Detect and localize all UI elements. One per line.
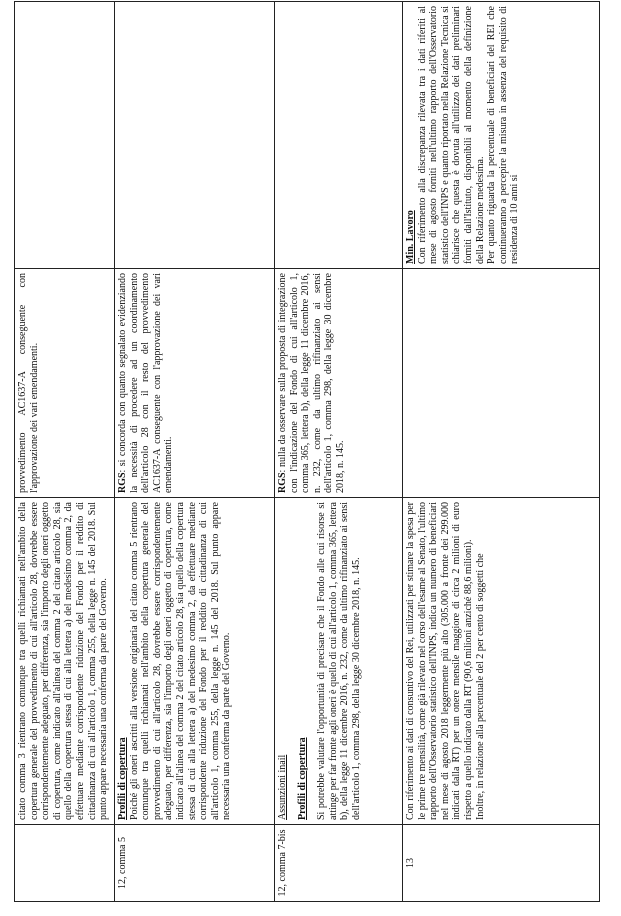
rgs-label: RGS (117, 472, 128, 493)
table-row (275, 2, 403, 902)
observation-text: Poiché gli oneri ascritti alla versione originaria del citato comma 5 rientrano comunque tra quelli richiamati nell'ambito della copertura generale del provvedimento di cui all'articolo 28, dovrebbe essere corrispondentemente adeguato, per differenza, sia l'importo degli oneri oggetto di copertura, come indicato all'alinea del comma 2 del citato articolo 28, sia quello della copertura stessa di cui alla lettera a) del medesimo comma 2, da effettuare mediante corrispondente riduzione del Fondo per il reddito di cittadinanza di cui all'articolo 1, comma 255, della legge n. 145 del 2018. Sul punto appare necessaria una conferma da parte del Governo. (128, 502, 233, 820)
section-intro: Assunzioni inail (277, 754, 288, 820)
ministry-cell (275, 2, 403, 269)
observation-cell (403, 498, 600, 825)
table-row (115, 2, 275, 902)
response-cell (15, 269, 115, 498)
article-cell: 12, comma 7-bis (275, 825, 403, 902)
ministry-text: Con riferimento alla discrepanza rilevata tra i dati riferiti al mese di agosto forniti nell'ultimo rapporto dell'Osservatorio statistico dell'INPS e quanto riportato nella Relazione Tecnica si chiarisce che questa è dovuta all'utilizzo dei dati preliminari forniti dall'Istituto, disponibili al momento della definizione della Relazione medesima. (416, 6, 486, 264)
rgs-label: RGS (277, 472, 288, 493)
response-text: provvedimento AC1637-A conseguente con l'approvazione dei vari emendamenti. (17, 273, 40, 493)
article-cell (15, 825, 115, 902)
comparison-table (14, 1, 600, 902)
ministry-text: Per quanto riguarda la percentuale di beneficiari del REI che continueranno a percepire la misura in assenza del requisito di residenza di 10 anni si (486, 6, 521, 264)
response-cell (275, 269, 403, 498)
observation-cell (15, 498, 115, 825)
response-cell (115, 269, 275, 498)
response-text (117, 273, 175, 493)
article-cell: 12, comma 5 (115, 825, 275, 902)
observation-cell (275, 498, 403, 825)
ministry-cell (15, 2, 115, 269)
response-cell (403, 269, 600, 498)
observation-text: Si potrebbe valutare l'opportunità di precisare che il Fondo alle cui risorse si attinge per far fronte agli oneri è quello di cui all'articolo 1, comma 365, lettera b), della legge 11 dicembre 2016, n. 232, come da ultimo rifinanziato ai sensi dell'articolo 1, comma 298, della legge 30 dicembre 2018, n. 145. (316, 502, 362, 820)
observation-text: citato comma 3 rientrano comunque tra quelli richiamati nell'ambito della copertura generale del provvedimento di cui all'articolo 28, dovrebbe essere corrispondentemente adeguato, per differenza, sia l'importo degli oneri oggetto di copertura, come indicato all'alinea del comma 2 del citato articolo 28, sia quello della copertura stessa di cui alla lettera a) del medesimo comma 2, da effettuare mediante corrispondente riduzione del Fondo per il reddito di cittadinanza di cui all'articolo 1, comma 255, della legge n. 145 del 2018. Sul punto appare necessaria una conferma da parte del Governo. (17, 502, 110, 820)
observation-text: Con riferimento ai dati di consuntivo del Rei, utilizzati per stimare la spesa per le prime tre mensilità, come già rilevato nel corso dell'esame al Senato, l'ultimo rapporto dell'Osservatorio statistico dell'INPS, indica un numero di beneficiari nel mese di agosto 2018 leggermente più alto (305.000 a fronte dei 299.000 indicati dalla RT) per un onere mensile maggiore di circa 2 milioni di euro rispetto a quello indicato dalla RT (90,6 milioni anziché 88,6 milioni). (405, 502, 474, 820)
article-cell: 13 (403, 825, 600, 902)
observation-cell (115, 498, 275, 825)
ministry-cell (115, 2, 275, 269)
response-body: : nulla da osservare sulla proposta di integrazione con l'indicazione del Fondo di cui all'articolo 1, comma 365, lettera b), della legge 11 dicembre 2016, n. 232, come da ultimo rifinanziato ai sensi dell'articolo 1, comma 298, della legge 30 dicembre 2018, n. 145. (277, 273, 346, 493)
ministry-heading: Min. Lavoro (405, 210, 416, 264)
observation-text: Inoltre, in relazione alla percentuale del 2 per cento di soggetti che (474, 553, 486, 820)
table-row (403, 2, 600, 902)
table-row (15, 2, 115, 902)
section-heading: Profili di copertura (117, 737, 128, 820)
ministry-cell (403, 2, 600, 269)
response-body: : si concorda con quanto segnalato evidenziando la necessità di procedere ad un coordinamento dell'articolo 28 con il resto del provvedimento AC1637-A conseguente con l'approvazione dei vari emendamenti. (117, 273, 175, 493)
section-heading: Profili di copertura (296, 737, 308, 820)
response-text (277, 273, 347, 493)
